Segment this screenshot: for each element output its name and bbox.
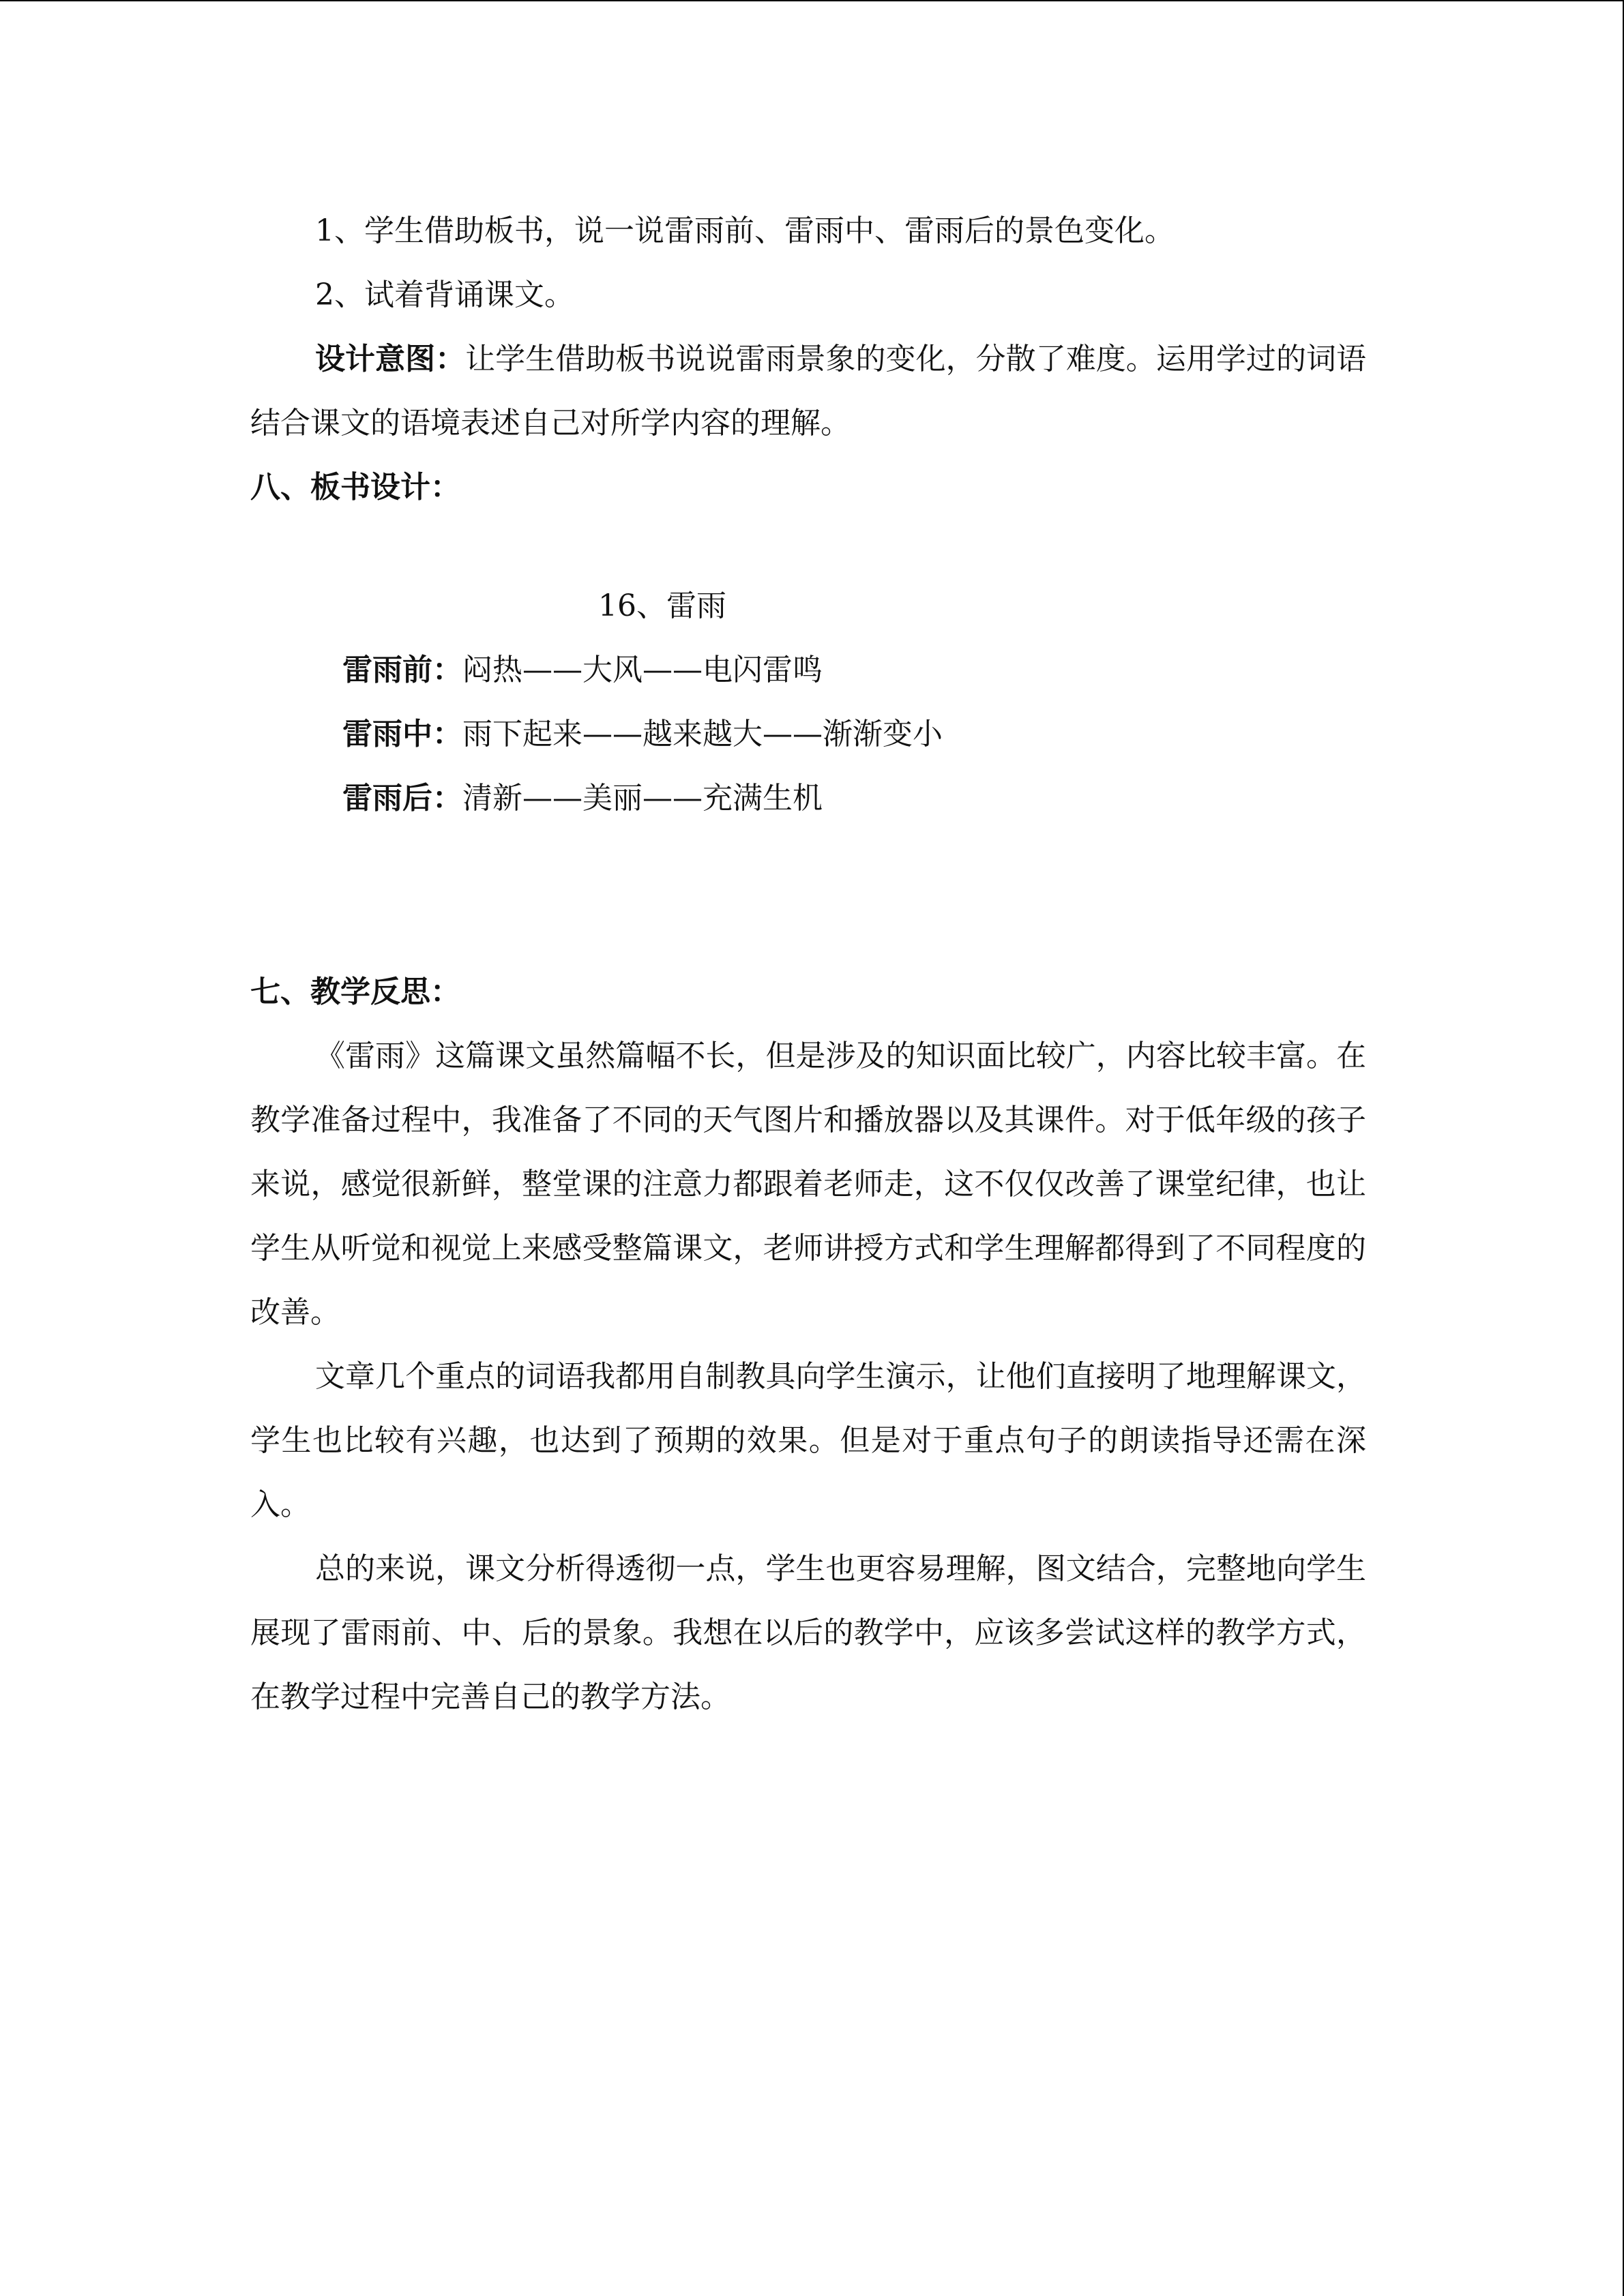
reflection-paragraph-2: 文章几个重点的词语我都用自制教具向学生演示，让他们直接明了地理解课文，学生也比较有兴趣，也达到了预期的效果。但是对于重点句子的朗读指导还需在深入。 [250, 1359, 1366, 1522]
design-intent-label: 设计意图： [315, 342, 466, 376]
spacer [250, 831, 1366, 960]
board-row-text: 闷热——大风——电闪雷鸣 [462, 653, 823, 687]
spacer [250, 520, 1366, 574]
step-2: 2、试着背诵课文。 [315, 278, 574, 312]
design-intent [250, 327, 1366, 456]
board-design-heading: 八、板书设计： [250, 470, 460, 505]
reflection-heading: 七、教学反思： [250, 974, 460, 1009]
board-title: 16、雷雨 [598, 588, 726, 623]
design-intent-text: 让学生借助板书说说雷雨景象的变化，分散了难度。运用学过的词语结合课文的语境表述自己对所学内容的理解。 [250, 342, 1367, 441]
board-row-text: 清新——美丽——充满生机 [462, 781, 823, 816]
board-row-label: 雷雨前： [342, 653, 462, 687]
board-row-before [250, 638, 1366, 702]
board-row-label: 雷雨后： [342, 781, 462, 816]
step-1: 1、学生借助板书，说一说雷雨前、雷雨中、雷雨后的景色变化。 [315, 213, 1175, 248]
board-row-during [250, 702, 1366, 766]
reflection-paragraph-3: 总的来说，课文分析得透彻一点，学生也更容易理解，图文结合，完整地向学生展现了雷雨前、中、后的景象。我想在以后的教学中，应该多尝试这样的教学方式，在教学过程中完善自己的教学方法。 [250, 1551, 1366, 1714]
document-body [250, 199, 1366, 1729]
board-row-after [250, 766, 1366, 831]
board-row-text: 雨下起来——越来越大——渐渐变小 [462, 717, 943, 751]
reflection-paragraph-1: 《雷雨》这篇课文虽然篇幅不长，但是涉及的知识面比较广，内容比较丰富。在教学准备过程中，我准备了不同的天气图片和播放器以及其课件。对于低年级的孩子来说，感觉很新鲜，整堂课的注意力都跟着老师走，这不仅仅改善了课堂纪律，也让学生从听觉和视觉上来感受整篇课文，老师讲授方式和学生理解都得到了不同程度的改善。 [250, 1039, 1366, 1330]
board-row-label: 雷雨中： [342, 717, 462, 751]
